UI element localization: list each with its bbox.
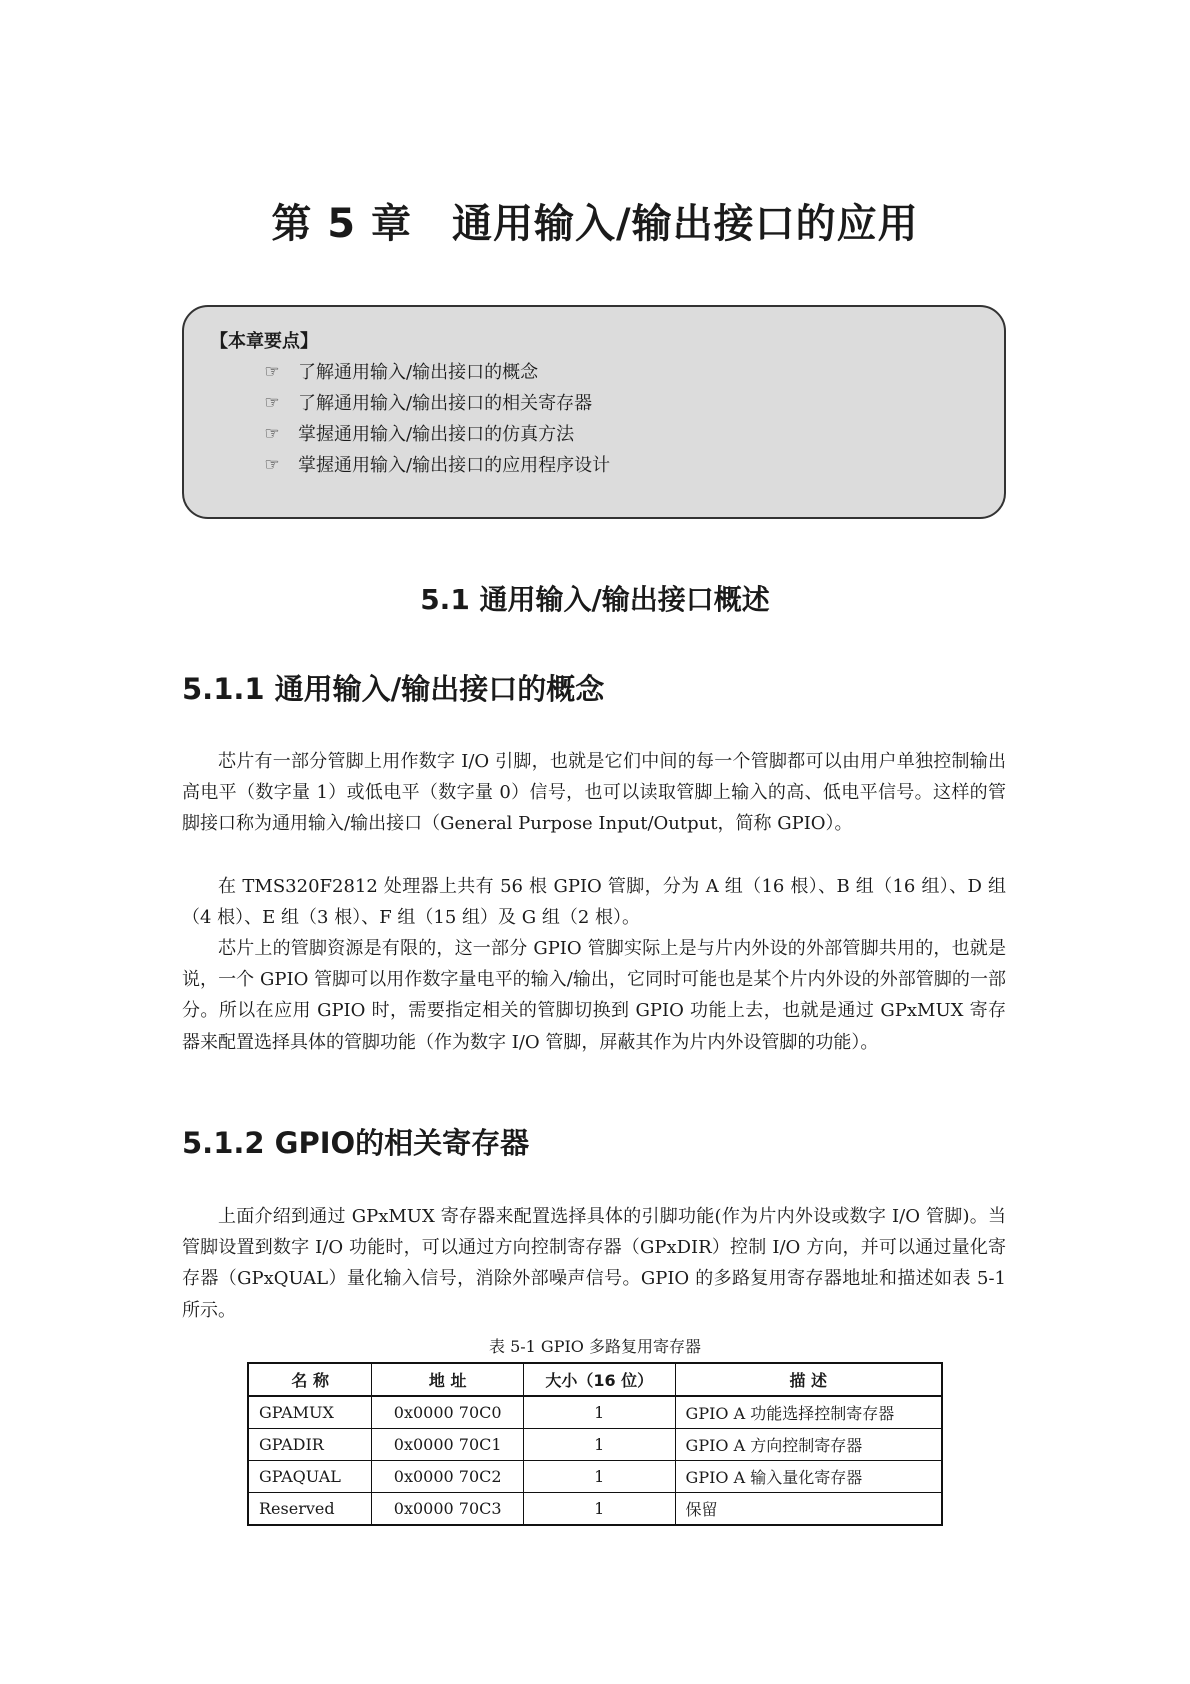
paragraph: 芯片上的管脚资源是有限的，这一部分 GPIO 管脚实际上是与片内外设的外部管脚共用的，也就是说，一个 GPIO 管脚可以用作数字量电平的输入/输出，它同时可能也是某个片内外设的外部管脚的一部分。所以在应用 GPIO 时，需要指定相关的管脚切换到 GPIO 功能上去，也就是通过 GPxMUX 寄存器来配置选择具体的管脚功能（作为数字 I/O 管脚，屏蔽其作为片内外设管脚的功能）。 — [182, 938, 1006, 1053]
table-row — [248, 1493, 942, 1526]
keypoint-text: 了解通用输入/输出接口的相关寄存器 — [298, 393, 593, 414]
gpio-register-table — [247, 1362, 943, 1526]
table-row — [248, 1461, 942, 1493]
table-row — [248, 1396, 942, 1429]
keypoint-item — [210, 388, 1004, 419]
keypoint-text: 掌握通用输入/输出接口的仿真方法 — [298, 424, 575, 445]
subsection-title-concept: 5.1.1 通用输入/输出接口的概念 — [182, 672, 605, 706]
chapter-number: 第 5 章 — [271, 201, 413, 247]
table-cell: GPIO A 方向控制寄存器 — [675, 1429, 942, 1461]
section-title: 5.1 通用输入/输出接口概述 — [420, 583, 770, 616]
table-cell: Reserved — [248, 1493, 372, 1526]
table-header-cell: 大小（16 位） — [524, 1363, 676, 1396]
table-header-row — [248, 1363, 942, 1396]
keypoint-text: 掌握通用输入/输出接口的应用程序设计 — [298, 455, 611, 476]
table-cell: GPADIR — [248, 1429, 372, 1461]
table-row — [248, 1429, 942, 1461]
paragraph: 在 TMS320F2812 处理器上共有 56 根 GPIO 管脚，分为 A 组（16 根）、B 组（16 组）、D 组（4 根）、E 组（3 根）、F 组（15 组）及 G 组（2 根）。 — [182, 876, 1006, 929]
table-cell: GPAQUAL — [248, 1461, 372, 1493]
table-cell: 0x0000 70C2 — [372, 1461, 524, 1493]
keypoint-item — [210, 450, 1004, 481]
table-cell: 1 — [524, 1461, 676, 1493]
table-cell: GPAMUX — [248, 1396, 372, 1429]
hand-pointer-icon: ☞ — [264, 424, 280, 444]
keypoints-heading: 【本章要点】 — [210, 331, 318, 352]
hand-pointer-icon: ☞ — [264, 455, 280, 475]
keypoint-item — [210, 419, 1004, 450]
table-cell: GPIO A 输入量化寄存器 — [675, 1461, 942, 1493]
table-cell: 1 — [524, 1396, 676, 1429]
table-cell: 0x0000 70C1 — [372, 1429, 524, 1461]
keypoint-item — [210, 357, 1004, 388]
table-caption: 表 5-1 GPIO 多路复用寄存器 — [488, 1337, 701, 1356]
table-cell: 保留 — [675, 1493, 942, 1526]
chapter-keypoints-box — [182, 305, 1006, 519]
chapter-title — [0, 192, 1190, 249]
paragraph: 上面介绍到通过 GPxMUX 寄存器来配置选择具体的引脚功能(作为片内外设或数字 I/O 管脚)。当管脚设置到数字 I/O 功能时，可以通过方向控制寄存器（GPxDIR）控制 I/O 方向，并可以通过量化寄存器（GPxQUAL）量化输入信号，消除外部噪声信号。GPIO 的多路复用寄存器地址和描述如表 5-1 所示。 — [182, 1206, 1006, 1321]
table-cell: 0x0000 70C0 — [372, 1396, 524, 1429]
table-cell: 1 — [524, 1429, 676, 1461]
table-header-cell: 名 称 — [248, 1363, 372, 1396]
table-cell: 1 — [524, 1493, 676, 1526]
hand-pointer-icon: ☞ — [264, 362, 280, 382]
table-header-cell: 描 述 — [675, 1363, 942, 1396]
subsection-title-registers: 5.1.2 GPIO的相关寄存器 — [182, 1126, 530, 1160]
table-header-cell: 地 址 — [372, 1363, 524, 1396]
keypoint-text: 了解通用输入/输出接口的概念 — [298, 362, 539, 383]
paragraph: 芯片有一部分管脚上用作数字 I/O 引脚，也就是它们中间的每一个管脚都可以由用户单独控制输出高电平（数字量 1）或低电平（数字量 0）信号，也可以读取管脚上输入的高、低电平信号。这样的管脚接口称为通用输入/输出接口（General Purpose Input/Output，简称 GPIO）。 — [182, 751, 1006, 835]
chapter-name: 通用输入/输出接口的应用 — [452, 201, 919, 247]
hand-pointer-icon: ☞ — [264, 393, 280, 413]
table-cell: GPIO A 功能选择控制寄存器 — [675, 1396, 942, 1429]
table-cell: 0x0000 70C3 — [372, 1493, 524, 1526]
